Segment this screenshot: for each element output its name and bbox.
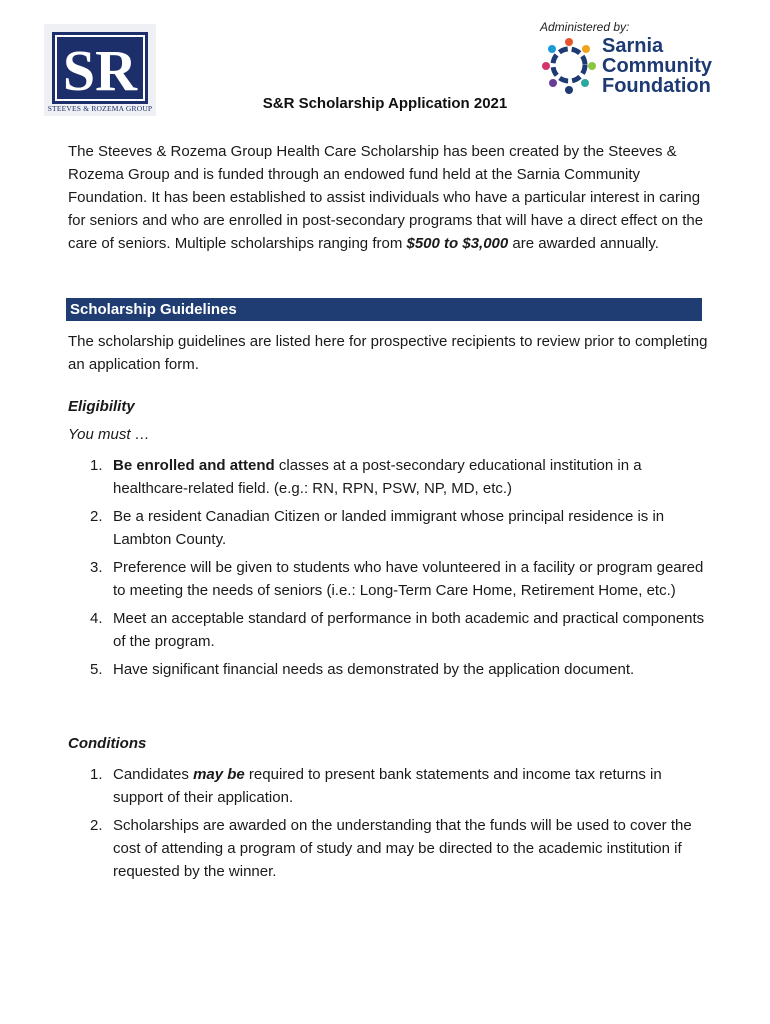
item-text: classes at a post-secondary educational institution in a healthcare-related field. (e.g.: RN, RPN, PSW, NP, MD, etc.) xyxy=(113,457,642,497)
page-title: S&R Scholarship Application 2021 xyxy=(262,95,508,112)
item-text: Preference will be given to students who have volunteered in a facility or program geared to meeting the needs of seniors (i.e.: Long-Term Care Home, Retirement Home, etc.) xyxy=(113,559,704,599)
list-item xyxy=(68,454,708,500)
list-item xyxy=(68,556,708,602)
logo-word-community: Community xyxy=(602,55,712,77)
logo-caption: STEEVES & ROZEMA GROUP xyxy=(47,104,153,113)
list-item xyxy=(68,658,708,681)
item-number: 3. xyxy=(90,559,103,576)
award-amount: $500 to $3,000 xyxy=(406,235,509,252)
intro-text-end: are awarded annually. xyxy=(508,235,659,252)
item-text: Candidates xyxy=(113,766,194,783)
item-text: required to present bank statements and income tax returns in support of their application. xyxy=(113,766,662,806)
item-bold-text: Be enrolled and attend xyxy=(113,457,275,474)
item-text: Be a resident Canadian Citizen or landed immigrant whose principal residence is in Lambton County. xyxy=(113,508,665,548)
item-number: 4. xyxy=(90,610,103,627)
list-item xyxy=(68,607,708,653)
item-number: 5. xyxy=(90,661,103,678)
sr-monogram-icon xyxy=(52,32,148,104)
guidelines-text: The scholarship guidelines are listed here for prospective recipients to review prior to completing an application form. xyxy=(68,333,708,373)
logo-word-sarnia: Sarnia xyxy=(602,35,664,57)
list-item xyxy=(68,763,708,809)
list-item xyxy=(68,505,708,551)
eligibility-lead: You must … xyxy=(68,426,150,443)
list-item xyxy=(68,814,708,883)
sarnia-community-foundation-logo xyxy=(538,34,728,96)
people-circle-icon xyxy=(538,34,600,96)
intro-paragraph xyxy=(68,140,708,255)
item-text: Scholarships are awarded on the understanding that the funds will be used to cover the cost of attending a program of study and may be directed to the academic institution if requested by the winner. xyxy=(113,817,692,880)
eligibility-heading: Eligibility xyxy=(68,398,135,415)
guidelines-heading: Scholarship Guidelines xyxy=(70,301,237,318)
item-number: 2. xyxy=(90,817,103,834)
item-number: 1. xyxy=(90,766,103,783)
eligibility-list xyxy=(68,454,708,686)
item-text: Meet an acceptable standard of performance in both academic and practical components of the program. xyxy=(113,610,705,650)
logo-word-foundation: Foundation xyxy=(602,75,711,97)
item-emphasis: may be xyxy=(193,766,245,783)
intro-text: The Steeves & Rozema Group Health Care Scholarship has been created by the Steeves & Rozema Group and is funded through an endowed fund held at the Sarnia Community Foundation. It has been established to assist individuals who have a particular interest in caring for seniors and who are enrolled in post-secondary programs that will have a direct effect on the care of seniors. Multiple scholarships ranging from xyxy=(68,143,704,252)
conditions-heading: Conditions xyxy=(68,735,147,752)
item-number: 2. xyxy=(90,508,103,525)
administered-by-label: Administered by: xyxy=(540,20,630,34)
item-text: Have significant financial needs as demonstrated by the application document. xyxy=(113,661,635,678)
item-number: 1. xyxy=(90,457,103,474)
svg-text:SR: SR xyxy=(62,38,138,103)
conditions-list xyxy=(68,763,708,888)
